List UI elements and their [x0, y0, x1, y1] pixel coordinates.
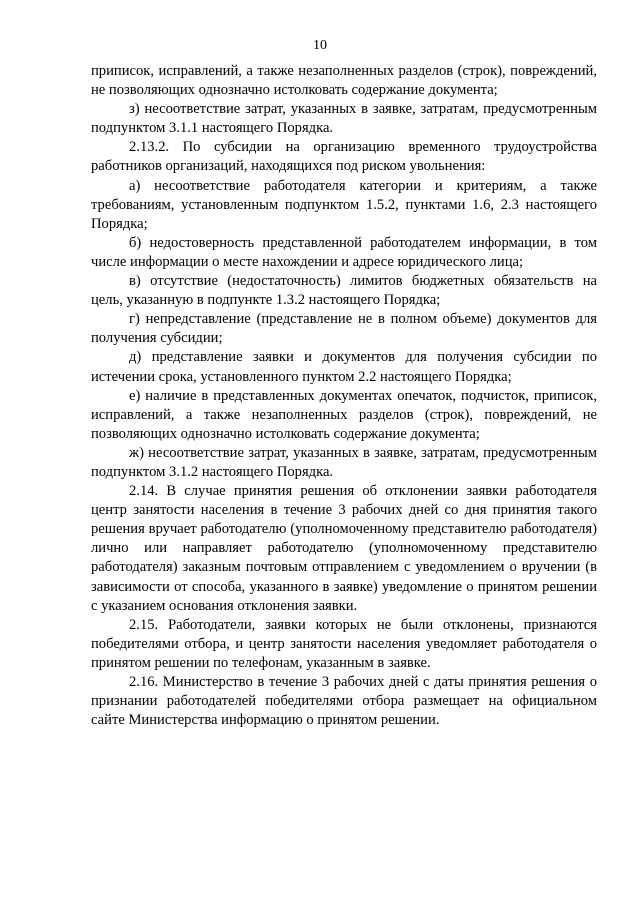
page-number: 10: [313, 38, 327, 53]
paragraph: приписок, исправлений, а также незаполненных разделов (строк), повреждений, не позволяющих однозначно истолковать содержание документа;: [91, 63, 597, 99]
paragraph: г) непредставление (представление не в полном объеме) документов для получения субсидии;: [91, 311, 597, 347]
paragraph: з) несоответствие затрат, указанных в заявке, затратам, предусмотренным подпунктом 3.1.1 настоящего Порядка.: [91, 101, 597, 137]
paragraph: е) наличие в представленных документах опечаток, подчисток, приписок, исправлений, а также незаполненных разделов (строк), повреждений, не позволяющих однозначно истолковать содержание документа;: [91, 387, 597, 442]
document-body: [91, 62, 597, 730]
paragraph: б) недостоверность представленной работодателем информации, в том числе информации о месте нахождении и адресе юридического лица;: [91, 234, 597, 270]
paragraph: ж) несоответствие затрат, указанных в заявке, затратам, предусмотренным подпунктом 3.1.2 настоящего Порядка.: [91, 444, 597, 480]
paragraph: 2.16. Министерство в течение 3 рабочих дней с даты принятия решения о признании работодателей победителями отбора размещает на официальном сайте Министерства информацию о принятом решении.: [91, 674, 597, 729]
paragraph: а) несоответствие работодателя категории и критериям, а также требованиям, установленным подпунктом 1.5.2, пунктами 1.6, 2.3 настоящего Порядка;: [91, 177, 597, 232]
paragraph: 2.13.2. По субсидии на организацию временного трудоустройства работников организаций, находящихся под риском увольнения:: [91, 139, 597, 175]
paragraph: 2.14. В случае принятия решения об отклонении заявки работодателя центр занятости населения в течение 3 рабочих дней со дня принятия такого решения вручает работодателю (уполномоченному представителю работодателя) лично или направляет работодателю (уполномоченному представителю работодателя) заказным почтовым отправлением с уведомлением о вручении (в зависимости от способа, указанного в заявке) уведомление о принятом решении с указанием основания отклонения заявки.: [91, 483, 597, 614]
paragraph: в) отсутствие (недостаточность) лимитов бюджетных обязательств на цель, указанную в подпункте 1.3.2 настоящего Порядка;: [91, 273, 597, 309]
paragraph: 2.15. Работодатели, заявки которых не были отклонены, признаются победителями отбора, и центр занятости населения уведомляет работодателя о принятом решении по телефонам, указанным в заявке.: [91, 616, 597, 671]
paragraph: д) представление заявки и документов для получения субсидии по истечении срока, установленного пунктом 2.2 настоящего Порядка;: [91, 349, 597, 385]
